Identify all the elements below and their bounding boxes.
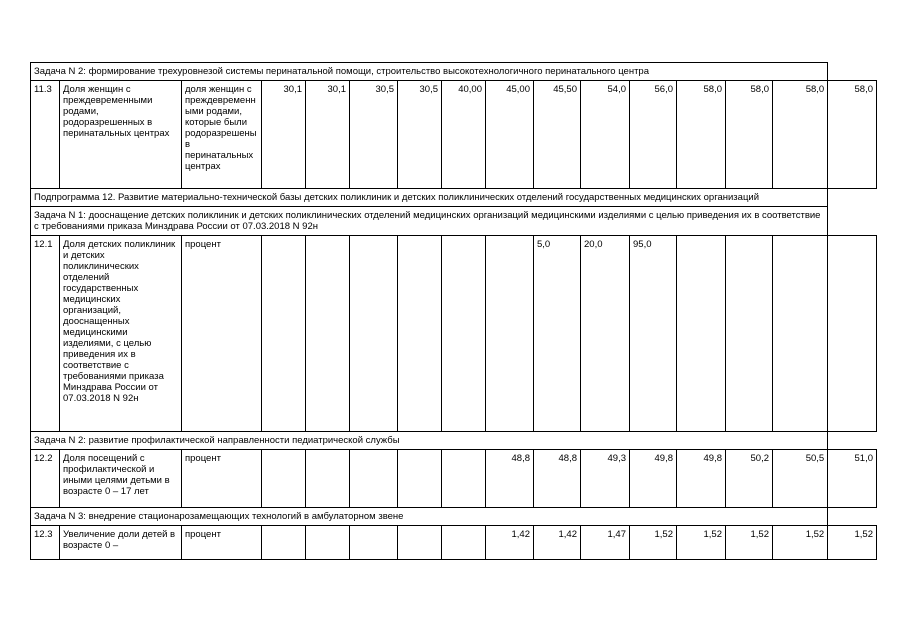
value-cell: 45,00 (486, 81, 534, 189)
unit-of-measure: процент (182, 450, 262, 508)
value-cell: 45,50 (534, 81, 581, 189)
section-title-task-12-1: Задача N 1: дооснащение детских поликлиник и детских поликлинических отделений медицинских организаций медицинскими изделиями с целью приведения их в соответствие с требованиями приказа Минздрава России от 07.03.2018 N 92н (31, 207, 828, 236)
table-row (31, 81, 877, 189)
value-cell: 50,5 (773, 450, 828, 508)
section-row (31, 508, 877, 526)
table-row (31, 450, 877, 508)
section-title-subprogram-12: Подпрограмма 12. Развитие материально-технической базы детских поликлиник и детских поликлинических отделений государственных медицинских организаций (31, 189, 828, 207)
indicator-name: Доля посещений с профилактической и иными целями детьми в возрасте 0 – 17 лет (60, 450, 182, 508)
value-cell: 1,52 (773, 526, 828, 560)
value-cell: 54,0 (581, 81, 630, 189)
unit-of-measure: процент (182, 236, 262, 432)
value-cell (350, 450, 398, 508)
value-cell: 1,42 (534, 526, 581, 560)
row-number: 12.3 (31, 526, 60, 560)
value-cell: 58,0 (726, 81, 773, 189)
value-cell: 50,2 (726, 450, 773, 508)
unit-of-measure: процент (182, 526, 262, 560)
value-cell (306, 526, 350, 560)
value-cell: 30,1 (262, 81, 306, 189)
section-row (31, 63, 877, 81)
section-row (31, 189, 877, 207)
value-cell (442, 236, 486, 432)
section-title-task-12-3: Задача N 3: внедрение стационарозамещающих технологий в амбулаторном звене (31, 508, 828, 526)
value-cell (828, 236, 877, 432)
row-number: 11.3 (31, 81, 60, 189)
value-cell (398, 526, 442, 560)
value-cell (677, 236, 726, 432)
section-title-task-11-2: Задача N 2: формирование трехуровнезой системы перинатальной помощи, строительство высокотехнологичного перинатального центра (31, 63, 828, 81)
indicator-name: Увеличение доли детей в возрасте 0 – (60, 526, 182, 560)
value-cell (726, 236, 773, 432)
row-number: 12.1 (31, 236, 60, 432)
section-title-task-12-2: Задача N 2: развитие профилактической направленности педиатрической службы (31, 432, 828, 450)
value-cell (398, 236, 442, 432)
value-cell (398, 450, 442, 508)
value-cell (306, 236, 350, 432)
value-cell: 58,0 (773, 81, 828, 189)
row-number: 12.2 (31, 450, 60, 508)
section-row (31, 207, 877, 236)
indicators-table (30, 62, 877, 560)
value-cell: 1,52 (630, 526, 677, 560)
value-cell: 30,1 (306, 81, 350, 189)
value-cell (350, 236, 398, 432)
value-cell: 1,47 (581, 526, 630, 560)
value-cell (262, 526, 306, 560)
unit-of-measure: доля женщин с преждевременными родами, которые были родоразрешены в перинатальных центрах (182, 81, 262, 189)
value-cell: 30,5 (398, 81, 442, 189)
table-row (31, 236, 877, 432)
indicator-name: Доля детских поликлиник и детских поликлинических отделений государственных медицинских организаций, дооснащенных медицинскими изделиями, с целью приведения их в соответствие с требованиями приказа Минздрава России от 07.03.2018 N 92н (60, 236, 182, 432)
value-cell: 56,0 (630, 81, 677, 189)
value-cell: 49,8 (630, 450, 677, 508)
value-cell: 20,0 (581, 236, 630, 432)
section-row (31, 432, 877, 450)
value-cell: 49,8 (677, 450, 726, 508)
value-cell: 40,00 (442, 81, 486, 189)
value-cell: 1,42 (486, 526, 534, 560)
value-cell: 30,5 (350, 81, 398, 189)
value-cell: 1,52 (677, 526, 726, 560)
value-cell: 51,0 (828, 450, 877, 508)
value-cell (262, 236, 306, 432)
value-cell: 58,0 (828, 81, 877, 189)
value-cell (442, 526, 486, 560)
value-cell: 49,3 (581, 450, 630, 508)
value-cell: 5,0 (534, 236, 581, 432)
value-cell (306, 450, 350, 508)
value-cell: 1,52 (828, 526, 877, 560)
value-cell (773, 236, 828, 432)
indicator-name: Доля женщин с преждевременными родами, родоразрешенных в перинатальных центрах (60, 81, 182, 189)
value-cell (442, 450, 486, 508)
value-cell: 95,0 (630, 236, 677, 432)
table-row (31, 526, 877, 560)
value-cell: 58,0 (677, 81, 726, 189)
value-cell: 48,8 (486, 450, 534, 508)
value-cell: 48,8 (534, 450, 581, 508)
value-cell (486, 236, 534, 432)
value-cell (262, 450, 306, 508)
value-cell (350, 526, 398, 560)
value-cell: 1,52 (726, 526, 773, 560)
